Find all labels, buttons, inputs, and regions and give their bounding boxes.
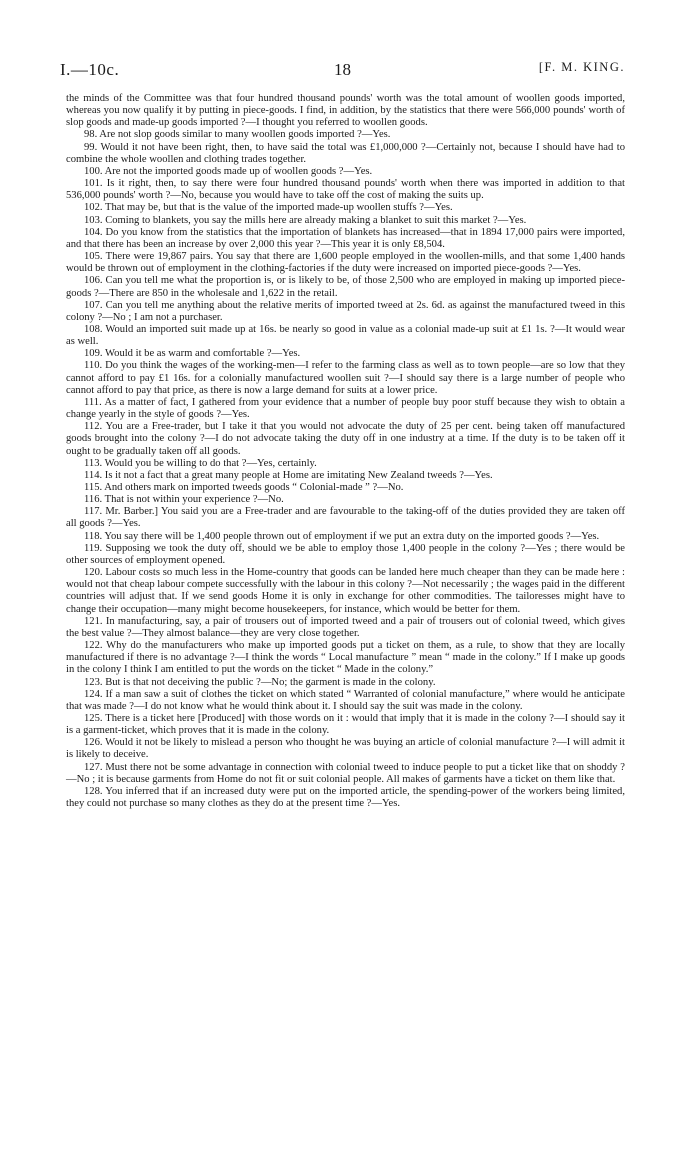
question-120: 120. Labour costs so much less in the Home-country that goods can be landed here much cheaper than they can be made here : would not that cheap labour compete successfully with the labour in this colony ?—Not necessarily ; the wages paid in the different countries will adjust that. If we send goods Home it is only in exchange for other commodities. The tailoresses might have to change their occupation—many might become housekeepers, for instance, which would be better for them. bbox=[66, 567, 625, 615]
question-103: 103. Coming to blankets, you say the mills here are already making a blanket to suit this market ?—Yes. bbox=[84, 214, 527, 226]
question-113: 113. Would you be willing to do that ?—Yes, certainly. bbox=[84, 457, 317, 469]
question-101: 101. Is it right, then, to say there were four hundred thousand pounds' worth when there was imported in addition to that 536,000 pounds' worth ?—No, because you would have to take off the cost of making the suits up. bbox=[66, 178, 625, 202]
question-117: 117. Mr. Barber.] You said you are a Free-trader and are favourable to the taking-off of the duties provided they are taken off all goods ?—Yes. bbox=[66, 506, 625, 530]
question-106: 106. Can you tell me what the proportion is, or is likely to be, of those 2,500 who are employed in making up imported piece-goods ?—There are 850 in the wholesale and 1,622 in the retail. bbox=[66, 275, 625, 299]
question-112: 112. You are a Free-trader, but I take it that you would not advocate the duty of 25 per cent. being taken off manufactured goods brought into the colony ?—I do not advocate taking the duty off in one industry at a time. If the duty is to be taken off it ought to be gradually taken off all goods. bbox=[66, 421, 625, 457]
question-124: 124. If a man saw a suit of clothes the ticket on which stated “ Warranted of colonial manufacture,” where would he anticipate that was made ?—I do not know what he would think about it. I should say the suit was made in the colony. bbox=[66, 688, 625, 712]
question-102: 102. That may be, but that is the value of the imported made-up woollen stuffs ?—Yes. bbox=[84, 202, 453, 214]
paragraph-continuation: the minds of the Committee was that four hundred thousand pounds' worth was the total amount of woollen goods imported, whereas you now qualify it by putting in piece-goods. I find, in addition, by the statistics that there were 566,000 pounds' worth of slop goods and made-up goods imported ?—I thought you referred to woollen goods. bbox=[66, 93, 625, 129]
question-109: 109. Would it be as warm and comfortable ?—Yes. bbox=[84, 348, 301, 360]
question-128: 128. You inferred that if an increased duty were put on the imported article, the spending-power of the workers being limited, they could not purchase so many clothes as they do at the present time ?—Yes. bbox=[66, 785, 625, 810]
question-104: 104. Do you know from the statistics that the importation of blankets has increased—that in 1894 17,000 pairs were imported, and that there has been an increase by over 2,000 this year ?—This year it is only £8,504. bbox=[66, 226, 625, 250]
question-110: 110. Do you think the wages of the working-men—I refer to the farming class as well as to town people—are so low that they cannot afford to pay £1 16s. for a colonially manufactured woollen suit ?—I should say there is a large number of people who cannot afford to pay that price, as there is now a large demand for suits at a lower price. bbox=[66, 360, 625, 396]
page-header bbox=[60, 60, 625, 82]
page-number: 18 bbox=[334, 60, 351, 79]
question-119: 119. Supposing we took the duty off, should we be able to employ those 1,400 people in the colony ?—Yes ; there would be other sources of employment opened. bbox=[66, 542, 625, 566]
question-100: 100. Are not the imported goods made up of woollen goods ?—Yes. bbox=[84, 165, 373, 177]
question-111: 111. As a matter of fact, I gathered from your evidence that a number of people buy poor stuff because they wish to obtain a change yearly in the style of goods ?—Yes. bbox=[66, 396, 625, 421]
question-105: 105. There were 19,867 pairs. You say that there are 1,600 people employed in the woollen-mills, and that some 1,400 hands would be thrown out of employment in the clothing-factories if the duty were increased on imported piece-goods ?—Yes. bbox=[66, 251, 625, 275]
document-reference: I.—10c. bbox=[60, 60, 120, 79]
question-118: 118. You say there will be 1,400 people thrown out of employment if we put an extra duty on the imported goods ?—Yes. bbox=[84, 530, 600, 542]
question-125: 125. There is a ticket here [Produced] with those words on it : would that imply that it is made in the colony ?—I should say it is a garment-ticket, which proves that it is made in the colony. bbox=[66, 712, 625, 737]
question-121: 121. In manufacturing, say, a pair of trousers out of imported tweed and a pair of trousers out of colonial tweed, which gives the best value ?—They almost balance—they are very close together. bbox=[66, 615, 625, 639]
question-98: 98. Are not slop goods similar to many woollen goods imported ?—Yes. bbox=[84, 129, 391, 141]
witness-name: [F. M. KING. bbox=[538, 60, 625, 74]
question-107: 107. Can you tell me anything about the relative merits of imported tweed at 2s. 6d. as against the manufactured tweed in this colony ?—No ; I am not a purchaser. bbox=[66, 299, 625, 323]
question-116: 116. That is not within your experience ?—No. bbox=[84, 494, 284, 506]
question-122: 122. Why do the manufacturers who make up imported goods put a ticket on them, as a rule, to show that they are locally manufactured if there is no advantage ?—I think the words “ Local manufacture ” mean “ made in the colony.” If I make up goods in the colony I think I am entitled to put the words on the ticket “ Made in the colony.” bbox=[66, 640, 625, 676]
question-126: 126. Would it not be likely to mislead a person who thought he was buying an article of colonial manufacture ?—I will admit it is likely to deceive. bbox=[66, 737, 625, 761]
document-body bbox=[66, 93, 625, 810]
question-123: 123. But is that not deceiving the public ?—No; the garment is made in the colony. bbox=[84, 676, 436, 688]
question-114: 114. Is it not a fact that a great many people at Home are imitating New Zealand tweeds ?—Yes. bbox=[84, 469, 493, 481]
question-127: 127. Must there not be some advantage in connection with colonial tweed to induce people to put a ticket like that on shoddy ?—No ; it is because garments from Home do not fit or suit colonial people. All makes of garments have a ticket on them like that. bbox=[66, 761, 625, 785]
question-115: 115. And others mark on imported tweeds goods “ Colonial-made ” ?—No. bbox=[84, 482, 404, 493]
question-108: 108. Would an imported suit made up at 16s. be nearly so good in value as a colonial made-up suit at £1 1s. ?—It would wear as well. bbox=[66, 323, 625, 348]
question-99: 99. Would it not have been right, then, to have said the total was £1,000,000 ?—Certainly not, because I should have had to combine the whole woollen and clothing trades together. bbox=[66, 141, 625, 165]
